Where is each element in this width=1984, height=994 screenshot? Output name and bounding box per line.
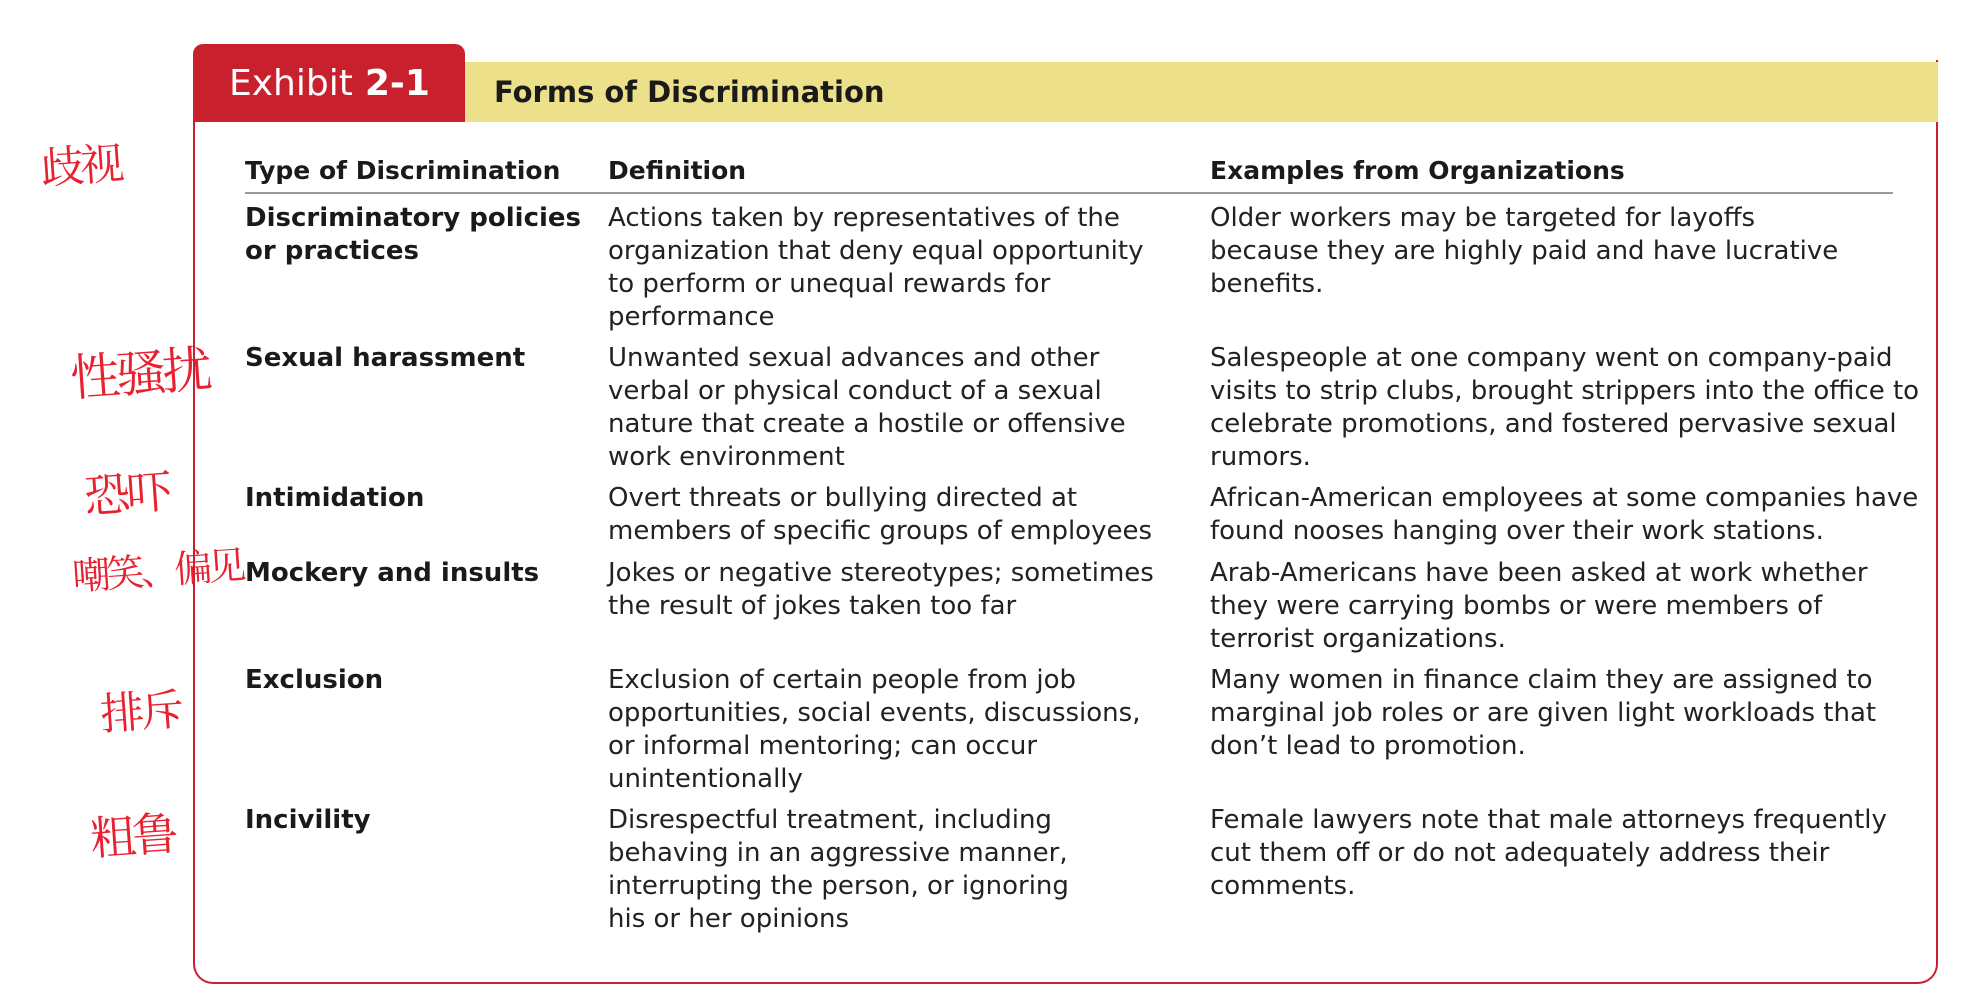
row-type: Sexual harassment <box>245 343 526 373</box>
row-type: Discriminatory policies or practices <box>245 203 582 266</box>
handwritten-note: 排斥 <box>98 684 182 741</box>
row-definition: Actions taken by representatives of the organization that deny equal opportunity to perform or unequal rewards for performance <box>608 203 1144 332</box>
row-type: Incivility <box>245 805 371 835</box>
row-example: Salespeople at one company went on company-paid visits to strip clubs, brought strippers into the office to celebrate promotions, and fostered pervasive sexual rumors. <box>1210 343 1920 472</box>
row-example: Female lawyers note that male attorneys frequently cut them off or do not adequately address their comments. <box>1210 805 1887 901</box>
row-example: Many women in finance claim they are assigned to marginal job roles or are given light workloads that don’t lead to promotion. <box>1210 665 1877 761</box>
row-definition: Disrespectful treatment, including behaving in an aggressive manner, interrupting the person, or ignoring his or her opinions <box>608 805 1069 934</box>
header-rule <box>245 192 1893 194</box>
handwritten-note: 恐吓 <box>82 464 170 524</box>
handwritten-note: 歧视 <box>38 138 122 195</box>
column-header-type: Type of Discrimination <box>245 156 561 185</box>
exhibit-label-tab <box>193 44 465 122</box>
handwritten-note: 嘲笑、偏见 <box>70 543 244 599</box>
row-definition: Jokes or negative stereotypes; sometimes the result of jokes taken too far <box>608 558 1154 621</box>
row-definition: Overt threats or bullying directed at members of specific groups of employees <box>608 483 1153 546</box>
row-example: Older workers may be targeted for layoffs because they are highly paid and have lucrative benefits. <box>1210 203 1839 299</box>
column-header-definition: Definition <box>608 156 747 185</box>
exhibit-label: Exhibit <box>229 62 353 104</box>
row-type: Mockery and insults <box>245 558 540 588</box>
row-definition: Exclusion of certain people from job opportunities, social events, discussions, or informal mentoring; can occur unintentionally <box>608 665 1141 794</box>
exhibit-number: 2-1 <box>364 62 430 104</box>
row-definition: Unwanted sexual advances and other verbal or physical conduct of a sexual nature that create a hostile or offensive work environment <box>608 343 1126 472</box>
row-example: African-American employees at some companies have found nooses hanging over their work stations. <box>1210 483 1919 546</box>
handwritten-note: 性骚扰 <box>68 340 211 408</box>
row-example: Arab-Americans have been asked at work whether they were carrying bombs or were members of terrorist organizations. <box>1210 558 1868 654</box>
exhibit-title: Forms of Discrimination <box>494 75 885 109</box>
row-type: Exclusion <box>245 665 384 695</box>
column-header-examples: Examples from Organizations <box>1210 156 1625 185</box>
handwritten-note: 粗鲁 <box>88 806 176 866</box>
row-type: Intimidation <box>245 483 425 513</box>
